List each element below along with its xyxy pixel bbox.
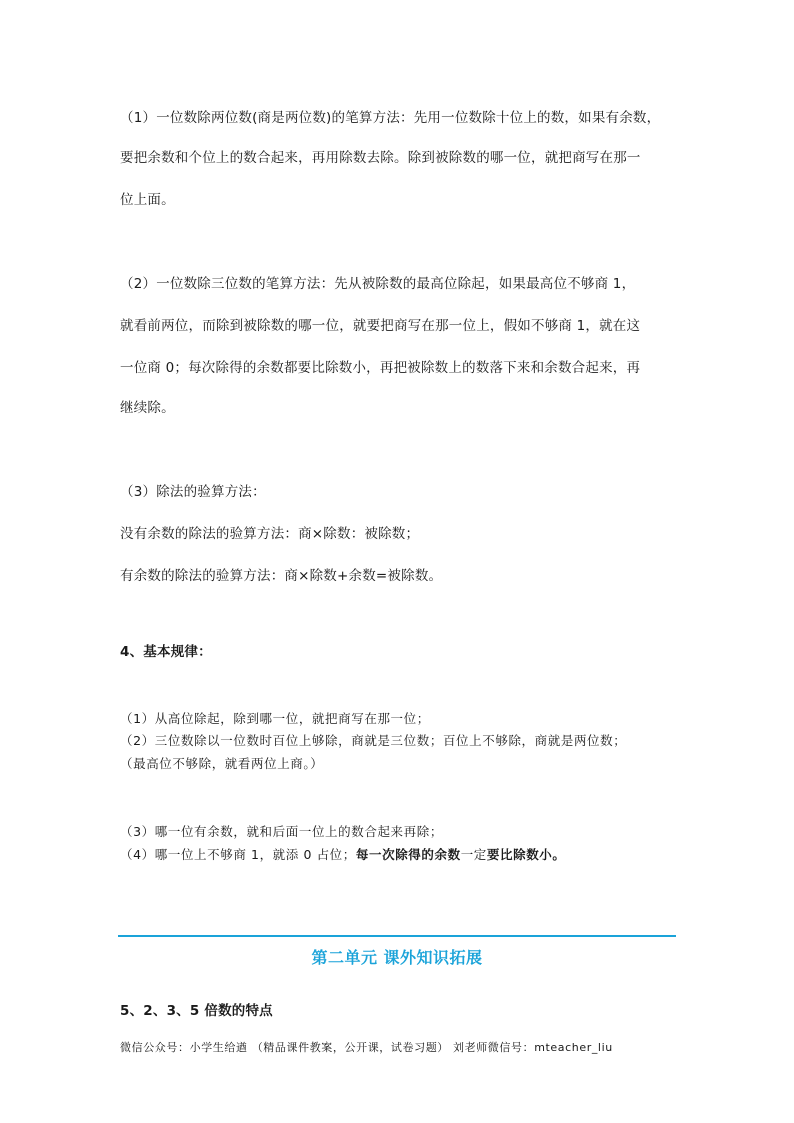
paragraph-2-line-1: （2）一位数除三位数的笔算方法：先从被除数的最高位除起，如果最高位不够商 1，	[120, 276, 636, 292]
paragraph-2-line-3: 一位商 0；每次除得的余数都要比除数小，再把被除数上的数落下来和余数合起来，再	[120, 360, 641, 376]
rule-4	[120, 845, 680, 865]
paragraph-3-line-1: （3）除法的验算方法：	[120, 484, 266, 500]
paragraph-1-line-1: （1）一位数除两位数(商是两位数)的笔算方法：先用一位数除十位上的数，如果有余数，	[120, 110, 661, 126]
paragraph-1-line-2: 要把余数和个位上的数合起来，再用除数去除。除到被除数的哪一位，就把商写在那一	[120, 150, 641, 166]
paragraph-1-line-3: 位上面。	[120, 192, 175, 208]
unit-divider	[118, 935, 676, 937]
rule-4-text-b: 一定	[460, 847, 487, 862]
paragraph-2-line-2: 就看前两位，而除到被除数的哪一位，就要把商写在那一位上，假如不够商 1，就在这	[120, 318, 641, 334]
rule-2: （2）三位数除以一位数时百位上够除，商就是三位数；百位上不够除，商就是两位数；	[120, 733, 627, 748]
paragraph-2-line-4: 继续除。	[120, 400, 175, 416]
page-footer: 微信公众号：小学生给遒 （精品课件教案，公开课，试卷习题） 刘老师微信号：mteacher_liu	[120, 1041, 613, 1054]
rule-2-note: （最高位不够除，就看两位上商。）	[120, 756, 324, 771]
rule-4-bold-b: 要比除数小。	[486, 847, 566, 862]
rule-3: （3）哪一位有余数，就和后面一位上的数合起来再除；	[120, 824, 443, 839]
unit-title: 第二单元 课外知识拓展	[311, 948, 483, 967]
section-5-heading: 5、2、3、5 倍数的特点	[120, 1003, 273, 1019]
paragraph-3-line-3: 有余数的除法的验算方法：商×除数+余数=被除数。	[120, 568, 443, 584]
rule-4-text: （4）哪一位上不够商 1，就添 0 占位；	[120, 847, 356, 862]
rule-4-bold-a: 每一次除得的余数	[355, 847, 461, 862]
section-4-heading: 4、基本规律：	[120, 644, 212, 660]
rule-1: （1）从高位除起，除到哪一位，就把商写在那一位；	[120, 711, 430, 726]
paragraph-3-line-2: 没有余数的除法的验算方法：商×除数：被除数；	[120, 526, 420, 542]
